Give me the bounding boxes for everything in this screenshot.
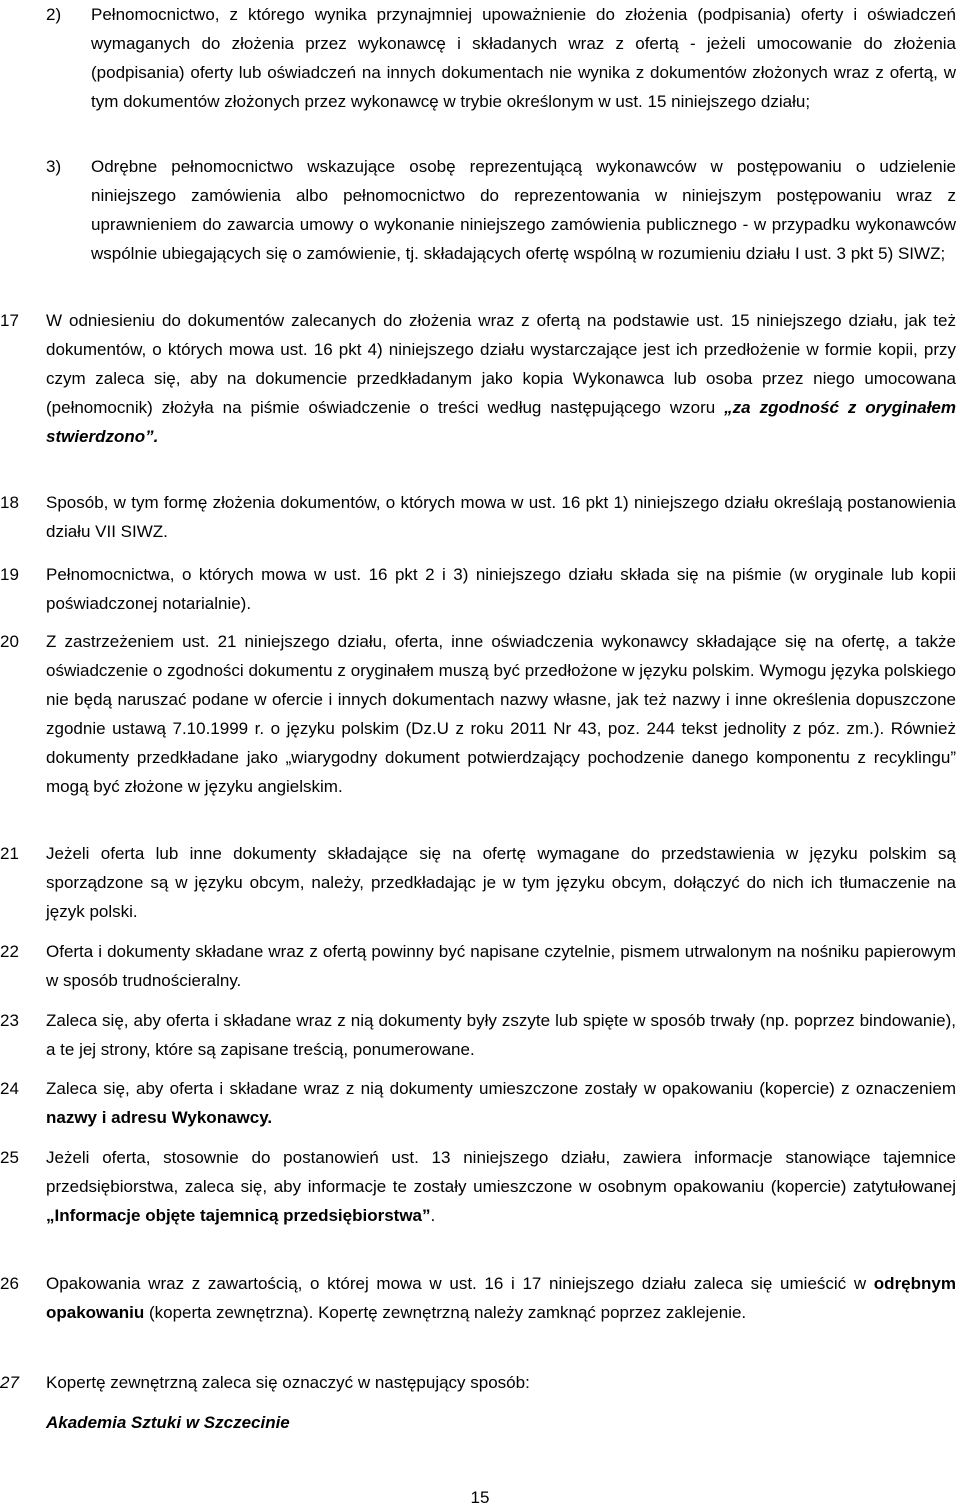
addressee-name: Akademia Sztuki w Szczecinie — [46, 1413, 290, 1432]
section-22 — [0, 937, 960, 997]
section-21 — [0, 839, 960, 929]
section-text — [46, 1143, 956, 1230]
section-text: Zaleca się, aby oferta i składane wraz z nią dokumenty były zszyte lub spięte w sposób trwały (np. poprzez bindowanie), a te jej strony, które są zapisane treścią, ponumerowane. — [46, 1011, 956, 1059]
section-25 — [0, 1143, 960, 1263]
section-number: 24 — [0, 1079, 19, 1098]
section-26 — [0, 1269, 960, 1359]
item-number: 2) — [46, 5, 62, 24]
section-text — [46, 1269, 956, 1327]
section-number: 27 — [0, 1373, 19, 1392]
section-number: 17 — [0, 311, 19, 330]
section-20 — [0, 627, 960, 832]
section-number: 21 — [0, 844, 19, 863]
bold-phrase: odrębnym opakowaniu — [46, 1274, 956, 1322]
section-text: Oferta i dokumenty składane wraz z ofertą powinny być napisane czytelnie, pismem utrwalonym na nośniku papierowym w sposób trudnościeralny. — [46, 942, 956, 990]
list-item-3 — [0, 152, 960, 302]
section-body: W odniesieniu do dokumentów zalecanych do złożenia wraz z ofertą na podstawie ust. 15 niniejszego działu, jak też dokumentów, o których mowa ust. 16 pkt 4) niniejszego działu wystarczające jest ich przedłożenie w formie kopii, przy czym zaleca się, aby na dokumencie przedkładanym jako kopia Wykonawca lub osoba przez niego umocowana (pełnomocnik) złożyła na piśmie oświadczenie o treści według następującego wzoru — [46, 311, 956, 417]
item-text: Odrębne pełnomocnictwo wskazujące osobę reprezentującą wykonawców w postępowaniu o udzielenie niniejszego zamówienia albo pełnomocnictwo do reprezentowania w niniejszym postępowaniu wraz z uprawnieniem do zawarcia umowy o wykonanie niniejszego zamówienia publicznego - w przypadku wykonawców wspólnie ubiegających się o zamówienie, tj. składających ofertę wspólną w rozumieniu działu I ust. 3 pkt 5) SIWZ; — [91, 157, 956, 263]
section-text: Kopertę zewnętrzną zaleca się oznaczyć w następujący sposób: — [46, 1373, 530, 1392]
section-number: 23 — [0, 1011, 19, 1030]
section-text: Z zastrzeżeniem ust. 21 niniejszego działu, oferta, inne oświadczenia wykonawcy składające się na ofertę, a także oświadczenie o zgodności dokumentu z oryginałem muszą być przedłożone w języku polskim. Wymogu języka polskiego nie będą naruszać podane w ofercie i innych dokumentach nazwy własne, jak też nazwy i inne określenia dopuszczone zgodnie ustawą 7.10.1999 r. o języku polskim (Dz.U z roku 2011 Nr 43, poz. 244 tekst jednolity z póz. zm.). Również dokumenty przedkładane jako „wiarygodny dokument potwierdzający pochodzenie danego komponentu z recyklingu” mogą być złożone w języku angielskim. — [46, 632, 956, 796]
section-body-start: Opakowania wraz z zawartością, o której mowa w ust. 16 i 17 niniejszego działu zaleca się umieścić w — [46, 1274, 867, 1293]
list-item-2 — [0, 0, 960, 145]
section-number: 26 — [0, 1274, 19, 1293]
section-text: Jeżeli oferta lub inne dokumenty składające się na ofertę wymagane do przedstawienia w języku polskim są sporządzone są w języku obcym, należy, przedkładając je w tym języku obcym, dołączyć do nich ich tłumaczenie na język polski. — [46, 844, 956, 921]
trailing-punctuation: . — [430, 1206, 436, 1225]
section-18 — [0, 488, 960, 548]
section-text — [46, 306, 956, 451]
bold-phrase: „Informacje objęte tajemnicą przedsiębiorstwa” — [46, 1206, 431, 1225]
section-number: 22 — [0, 942, 19, 961]
section-text: Pełnomocnictwa, o których mowa w ust. 16 pkt 2 i 3) niniejszego działu składa się na piśmie (w oryginale lub kopii poświadczonej notarialnie). — [46, 565, 956, 613]
section-27 — [0, 1368, 960, 1448]
section-text: Sposób, w tym formę złożenia dokumentów, o których mowa w ust. 16 pkt 1) niniejszego działu określają postanowienia działu VII SIWZ. — [46, 493, 956, 541]
item-number: 3) — [46, 157, 62, 176]
section-text — [46, 1074, 956, 1132]
section-body-end: (koperta zewnętrzna). Kopertę zewnętrzną należy zamknąć poprzez zaklejenie. — [148, 1303, 747, 1322]
section-number: 20 — [0, 632, 19, 651]
section-17 — [0, 306, 960, 481]
section-number: 18 — [0, 493, 19, 512]
section-19 — [0, 560, 960, 620]
section-number: 19 — [0, 565, 19, 584]
certification-formula: „za zgodność z oryginałem stwierdzono”. — [46, 398, 956, 446]
section-23 — [0, 1006, 960, 1066]
bold-phrase: nazwy i adresu Wykonawcy. — [46, 1108, 273, 1127]
section-24 — [0, 1074, 960, 1134]
section-body: Zaleca się, aby oferta i składane wraz z nią dokumenty umieszczone zostały w opakowaniu (kopercie) z oznaczeniem — [46, 1079, 956, 1098]
section-number: 25 — [0, 1148, 19, 1167]
item-text: Pełnomocnictwo, z którego wynika przynajmniej upoważnienie do złożenia (podpisania) oferty i oświadczeń wymaganych do złożenia przez wykonawcę i składanych wraz z ofertą - jeżeli umocowanie do złożenia (podpisania) oferty lub oświadczeń na innych dokumentach nie wynika z dokumentów złożonych wraz z ofertą, w tym dokumentów złożonych przez wykonawcę w trybie określonym w ust. 15 niniejszego działu; — [91, 5, 956, 111]
page-number: 15 — [470, 1488, 490, 1507]
section-body: Jeżeli oferta, stosownie do postanowień ust. 13 niniejszego działu, zawiera informacje stanowiące tajemnice przedsiębiorstwa, zaleca się, aby informacje te zostały umieszczone w osobnym opakowaniu (kopercie) zatytułowanej — [46, 1148, 956, 1196]
